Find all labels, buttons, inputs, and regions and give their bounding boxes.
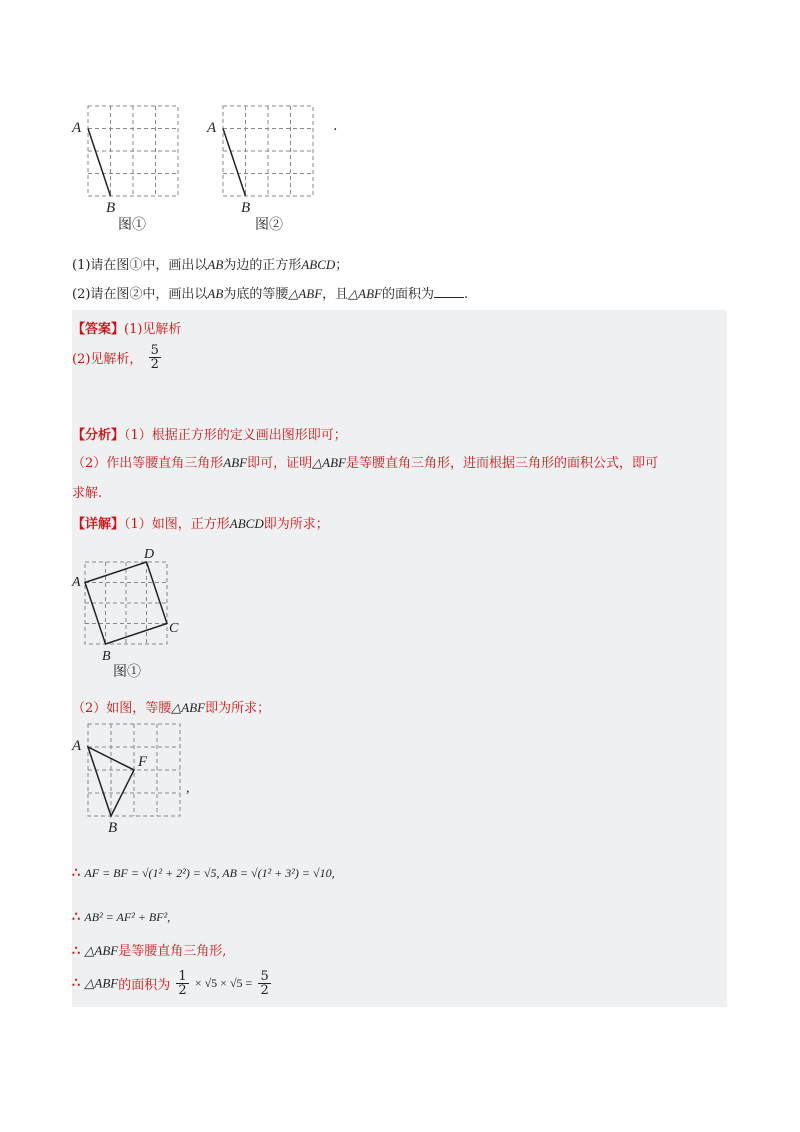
answer-line-2: (2)见解析， $\frac{5}{2}$ <box>72 343 159 372</box>
analysis-line-1: 【分析】（1）根据正方形的定义画出图形即可； <box>72 428 347 443</box>
segment-ab <box>223 129 246 197</box>
label-f: F <box>138 754 148 770</box>
label-b: B <box>102 649 111 662</box>
label-b: B <box>106 200 116 216</box>
figure-1-grid <box>70 98 190 216</box>
figure-1-caption: 图① <box>118 217 146 233</box>
fraction-5-2-result: $\frac{5}{2}$ <box>260 969 269 998</box>
question-part-1: (1)请在图①中，画出以AB为边的正方形ABCD； <box>72 257 349 273</box>
figure-2-grid <box>205 98 325 216</box>
stray-dot: . <box>333 118 338 134</box>
figure-triangle-abf <box>70 716 205 836</box>
step-2: ∴ AB² = AF² + BF², <box>72 910 171 925</box>
comma: , <box>186 781 190 796</box>
label-a: A <box>72 575 81 590</box>
label-b: B <box>241 200 251 216</box>
answer-line-1: 【答案】(1)见解析 <box>72 322 182 337</box>
analysis-line-3: 求解. <box>72 486 103 501</box>
fraction-1-2: $\frac{1}{2}$ <box>178 969 187 998</box>
step-4: ∴ △ABF的面积为 $\frac{1}{2}$ × √5 × √5 = $\frac{5}{2}$ <box>72 969 269 998</box>
figure-square-abcd <box>70 544 190 662</box>
detail-line-2: （2）如图，等腰△ABF即为所求； <box>72 700 271 716</box>
question-part-2: (2)请在图②中，画出以AB为底的等腰△ABF，且△ABF的面积为 . <box>72 286 469 302</box>
answer-blank <box>434 285 464 298</box>
label-a: A <box>72 738 82 754</box>
label-a: A <box>207 120 217 136</box>
figure-2-caption: 图② <box>255 217 283 233</box>
label-c: C <box>169 621 179 636</box>
step-3: ∴ △ABF是等腰直角三角形, <box>72 943 227 959</box>
analysis-line-2: （2）作出等腰直角三角形ABF即可，证明△ABF是等腰直角三角形，进而根据三角形的面积公式，即可 <box>72 455 658 471</box>
figure-square-caption: 图① <box>113 664 141 680</box>
step-1: ∴ AF = BF = √(1² + 2²) = √5, AB = √(1² + 3²) = √10, <box>72 866 335 881</box>
square-abcd <box>85 562 167 644</box>
detail-line-1: 【详解】（1）如图，正方形ABCD即为所求； <box>72 516 329 532</box>
segment-ab <box>88 129 111 197</box>
label-b: B <box>108 820 118 836</box>
fraction-5-2: $\frac{5}{2}$ <box>150 343 159 372</box>
label-d: D <box>144 547 155 562</box>
label-a: A <box>72 120 82 136</box>
